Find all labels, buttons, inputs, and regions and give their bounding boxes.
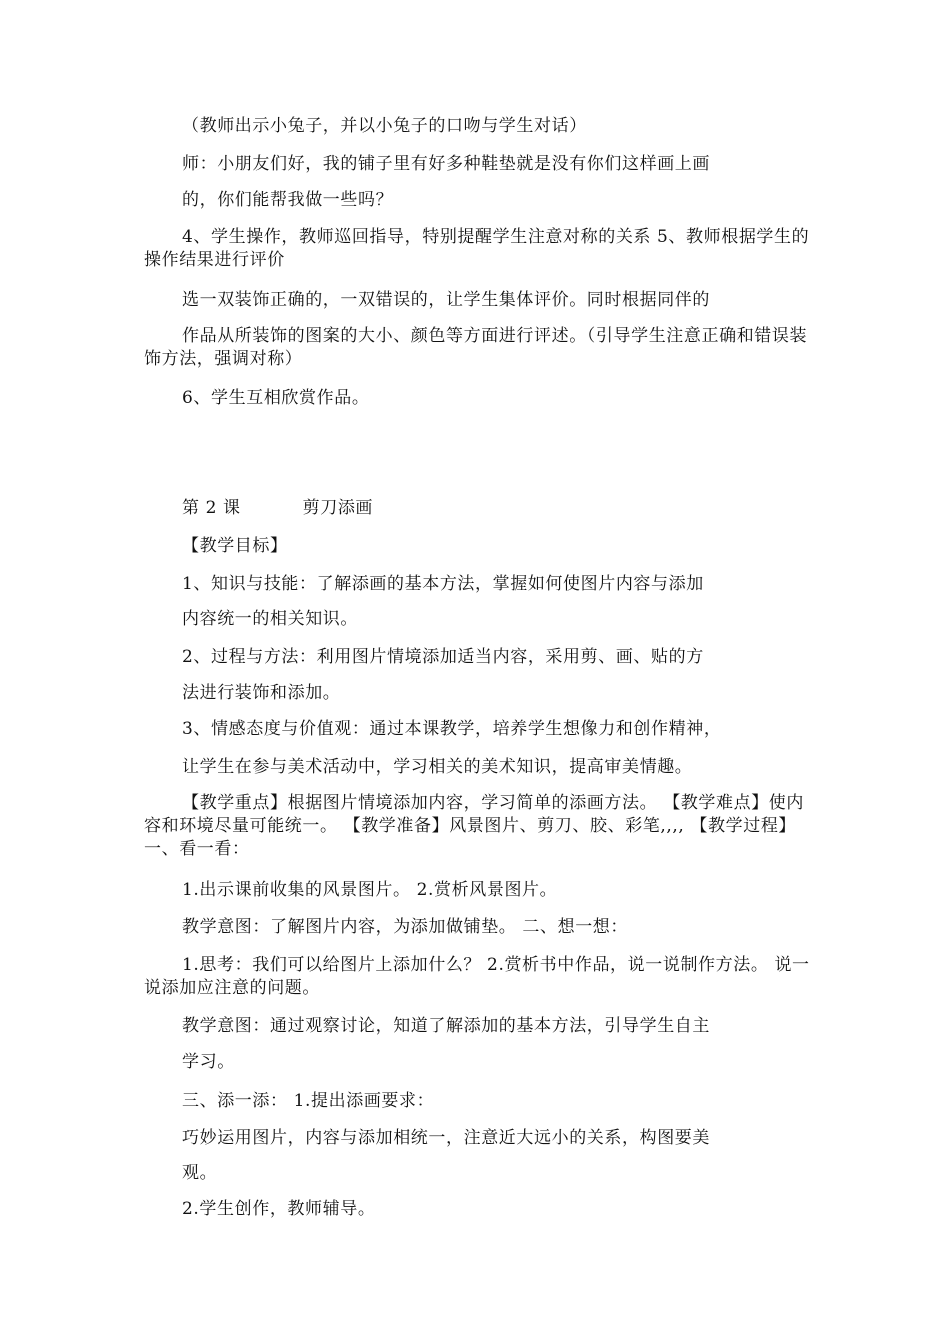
goal-process: 2、过程与方法：利用图片情境添加适当内容，采用剪、画、贴的方 <box>182 647 704 667</box>
step-intent-2: 教学意图：通过观察讨论，知道了解添加的基本方法，引导学生自主 <box>182 1016 710 1036</box>
goal-knowledge: 1、知识与技能：了解添画的基本方法，掌握如何使图片内容与添加 <box>182 574 704 594</box>
paragraph-student-operation: 4、学生操作，教师巡回指导，特别提醒学生注意对称的关系 5、教师根据学生的操作结果进行评价 <box>144 227 810 270</box>
step-create: 2.学生创作，教师辅导。 <box>182 1199 376 1219</box>
step-add: 三、添一添： 1.提出添画要求： <box>182 1091 435 1111</box>
paragraph-think: 1.思考：我们可以给图片上添加什么？ 2.赏析书中作品，说一说制作方法。 说一说添加应注意的问题。 <box>144 955 810 998</box>
step-requirement-cont: 观。 <box>182 1163 218 1183</box>
step-intent-2-cont: 学习。 <box>182 1052 235 1072</box>
section-heading-goals: 【教学目标】 <box>182 536 288 556</box>
step-show-images: 1.出示课前收集的风景图片。 2.赏析风景图片。 <box>182 880 558 900</box>
lesson-number: 第 2 课 <box>182 498 241 518</box>
paragraph-teacher-speech-cont: 的，你们能帮我做一些吗？ <box>182 190 394 210</box>
goal-knowledge-cont: 内容统一的相关知识。 <box>182 609 358 629</box>
goal-emotion: 3、情感态度与价值观：通过本课教学，培养学生想像力和创作精神， <box>182 719 722 739</box>
goal-process-cont: 法进行装饰和添加。 <box>182 683 341 703</box>
lesson-title: 剪刀添画 <box>302 498 374 518</box>
paragraph-teacher-rabbit: （教师出示小兔子，并以小兔子的口吻与学生对话） <box>182 116 587 136</box>
paragraph-teacher-speech: 师：小朋友们好，我的铺子里有好多种鞋垫就是没有你们这样画上画 <box>182 154 710 174</box>
step-intent-1: 教学意图：了解图片内容，为添加做铺垫。 二、想一想： <box>182 917 629 937</box>
paragraph-select-pair: 选一双装饰正确的，一双错误的，让学生集体评价。同时根据同伴的 <box>182 290 710 310</box>
step-requirement: 巧妙运用图片，内容与添加相统一，注意近大远小的关系，构图要美 <box>182 1128 710 1148</box>
paragraph-peer-review: 作品从所装饰的图案的大小、颜色等方面进行评述。（引导学生注意正确和错误装饰方法，强调对称） <box>144 326 808 369</box>
paragraph-appreciate: 6、学生互相欣赏作品。 <box>182 388 370 408</box>
lesson-heading <box>182 498 373 518</box>
goal-emotion-cont: 让学生在参与美术活动中，学习相关的美术知识，提高审美情趣。 <box>182 757 693 777</box>
paragraph-key-points: 【教学重点】根据图片情境添加内容，学习简单的添画方法。 【教学难点】使内容和环境尽量可能统一。 【教学准备】风景图片、剪刀、胶、彩笔,,,, 【教学过程】 一、看一看： <box>144 793 805 859</box>
